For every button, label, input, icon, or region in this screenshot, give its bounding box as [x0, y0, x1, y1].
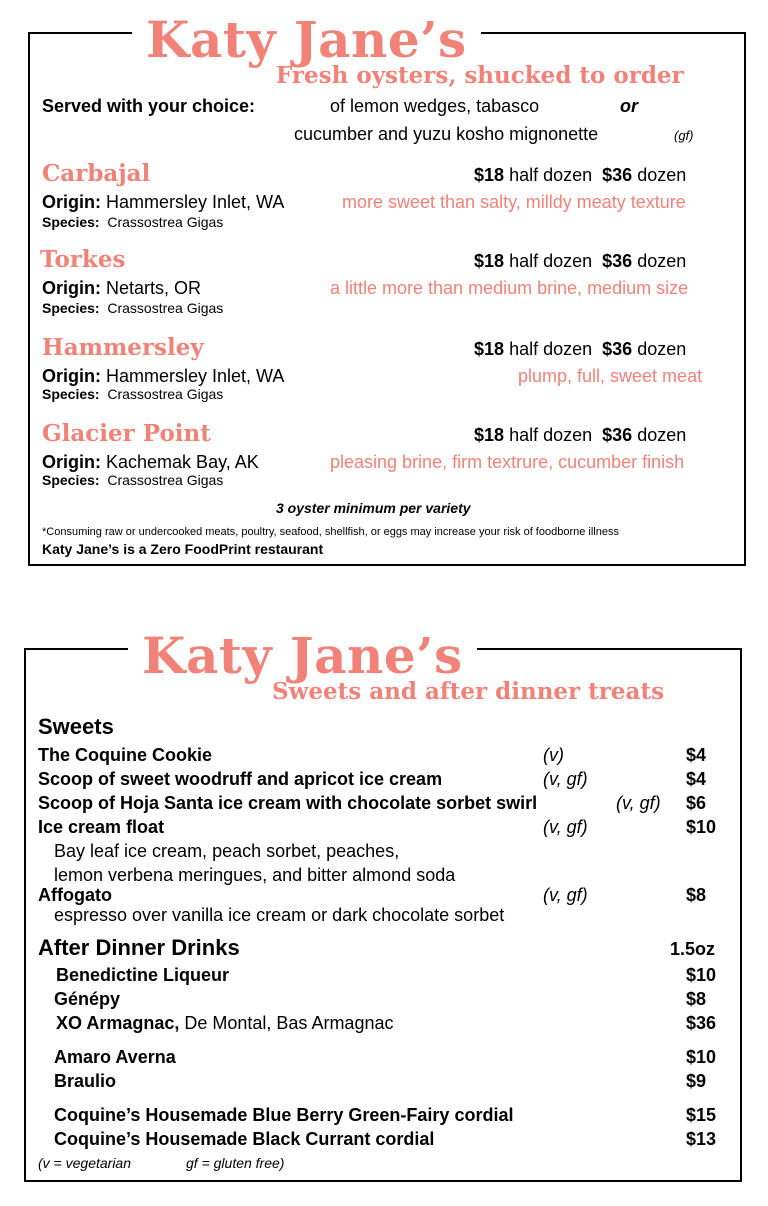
served-or: or — [620, 96, 638, 116]
oyster-notes-carbajal: more sweet than salty, milldy meaty texture — [342, 192, 686, 212]
sweet-item-price: $4 — [686, 745, 707, 765]
drink-item-price: $10 — [686, 1047, 717, 1067]
drink-item-price: $15 — [686, 1105, 717, 1125]
sweet-item-name: Ice cream float — [38, 817, 165, 837]
oyster-origin-torkes: Origin: Netarts, OR — [42, 278, 202, 298]
sweet-item-price: $10 — [686, 817, 717, 837]
sweets-tagline: Sweets and after dinner treats — [272, 678, 665, 705]
oyster-notes-glacier-point: pleasing brine, firm textrure, cucumber finish — [330, 452, 685, 472]
oyster-origin-hammersley: Origin: Hammersley Inlet, WA — [42, 366, 285, 386]
drink-item-name: Coquine’s Housemade Blue Berry Green-Fairy cordial — [54, 1105, 514, 1125]
sweet-item-price: $6 — [686, 793, 707, 813]
sweet-item-name: Affogato — [38, 885, 112, 905]
sweets-heading: Sweets — [38, 714, 114, 739]
sweet-item-price: $8 — [686, 885, 707, 905]
oyster-price-hammersley: $18 half dozen $36 dozen — [474, 339, 687, 359]
drink-item-name: Amaro Averna — [54, 1047, 176, 1067]
sweets-brand-title: Katy Jane’s — [128, 630, 477, 682]
float-description: lemon verbena meringues, and bitter almond soda — [54, 865, 456, 885]
affogato-description: espresso over vanilla ice cream or dark chocolate sorbet — [54, 905, 505, 925]
oyster-species-hammersley: Species: Crassostrea Gigas — [42, 386, 224, 402]
float-description: Bay leaf ice cream, peach sorbet, peaches, — [54, 841, 400, 861]
served-text-1: of lemon wedges, tabasco — [330, 96, 540, 116]
drink-item-name: Génépy — [54, 989, 121, 1009]
oyster-price-carbajal: $18 half dozen $36 dozen — [474, 165, 687, 185]
sweet-item-name: Scoop of Hoja Santa ice cream with chocolate sorbet swirl — [38, 793, 538, 813]
oyster-notes-torkes: a little more than medium brine, medium size — [330, 278, 689, 298]
drink-item-name: Benedictine Liqueur — [56, 965, 230, 985]
oyster-minimum-note: 3 oyster minimum per variety — [276, 500, 471, 516]
drink-item-price: $13 — [686, 1129, 717, 1149]
drink-item-name: Coquine’s Housemade Black Currant cordial — [54, 1129, 435, 1149]
oyster-price-torkes: $18 half dozen $36 dozen — [474, 251, 687, 271]
zero-foodprint-note: Katy Jane’s is a Zero FoodPrint restaurant — [42, 541, 324, 557]
oyster-species-glacier-point: Species: Crassostrea Gigas — [42, 472, 224, 488]
served-text-2: cucumber and yuzu kosho mignonette — [294, 124, 599, 144]
oyster-species-torkes: Species: Crassostrea Gigas — [42, 300, 224, 316]
drinks-heading: After Dinner Drinks — [38, 935, 240, 960]
oyster-name-glacier-point: Glacier Point — [42, 420, 211, 447]
drink-item-name: Braulio — [54, 1071, 117, 1091]
legend-vegetarian: (v = vegetarian — [38, 1155, 131, 1171]
drink-item-price: $9 — [686, 1071, 707, 1091]
oyster-name-carbajal: Carbajal — [42, 160, 151, 187]
served-gf: (gf) — [674, 128, 694, 143]
oyster-name-torkes: Torkes — [40, 246, 126, 273]
sweet-item-tags: (v, gf) — [543, 769, 588, 789]
oyster-species-carbajal: Species: Crassostrea Gigas — [42, 214, 224, 230]
sweet-item-price: $4 — [686, 769, 707, 789]
drink-item-price: $10 — [686, 965, 717, 985]
legend-gluten-free: gf = gluten free) — [186, 1155, 285, 1171]
drinks-size: 1.5oz — [670, 939, 716, 959]
drink-item-price: $36 — [686, 1013, 717, 1033]
oyster-price-glacier-point: $18 half dozen $36 dozen — [474, 425, 687, 445]
drink-item-price: $8 — [686, 989, 707, 1009]
sweet-item-name: The Coquine Cookie — [38, 745, 213, 765]
oyster-tagline: Fresh oysters, shucked to order — [276, 62, 684, 89]
sweet-item-tags: (v, gf) — [616, 793, 661, 813]
oyster-origin-glacier-point: Origin: Kachemak Bay, AK — [42, 452, 259, 472]
oyster-brand-title: Katy Jane’s — [132, 14, 481, 66]
sweet-item-tags: (v, gf) — [543, 817, 588, 837]
oyster-name-hammersley: Hammersley — [42, 334, 204, 361]
served-label: Served with your choice: — [42, 96, 256, 116]
consumption-disclaimer: *Consuming raw or undercooked meats, poultry, seafood, shellfish, or eggs may increase your risk of foodborne illness — [42, 526, 619, 538]
oyster-origin-carbajal: Origin: Hammersley Inlet, WA — [42, 192, 285, 212]
sweet-item-tags: (v) — [543, 745, 564, 765]
drink-item-name: XO Armagnac, De Montal, Bas Armagnac — [56, 1013, 394, 1033]
sweet-item-tags: (v, gf) — [543, 885, 588, 905]
oyster-notes-hammersley: plump, full, sweet meat — [518, 366, 703, 386]
sweet-item-name: Scoop of sweet woodruff and apricot ice cream — [38, 769, 443, 789]
